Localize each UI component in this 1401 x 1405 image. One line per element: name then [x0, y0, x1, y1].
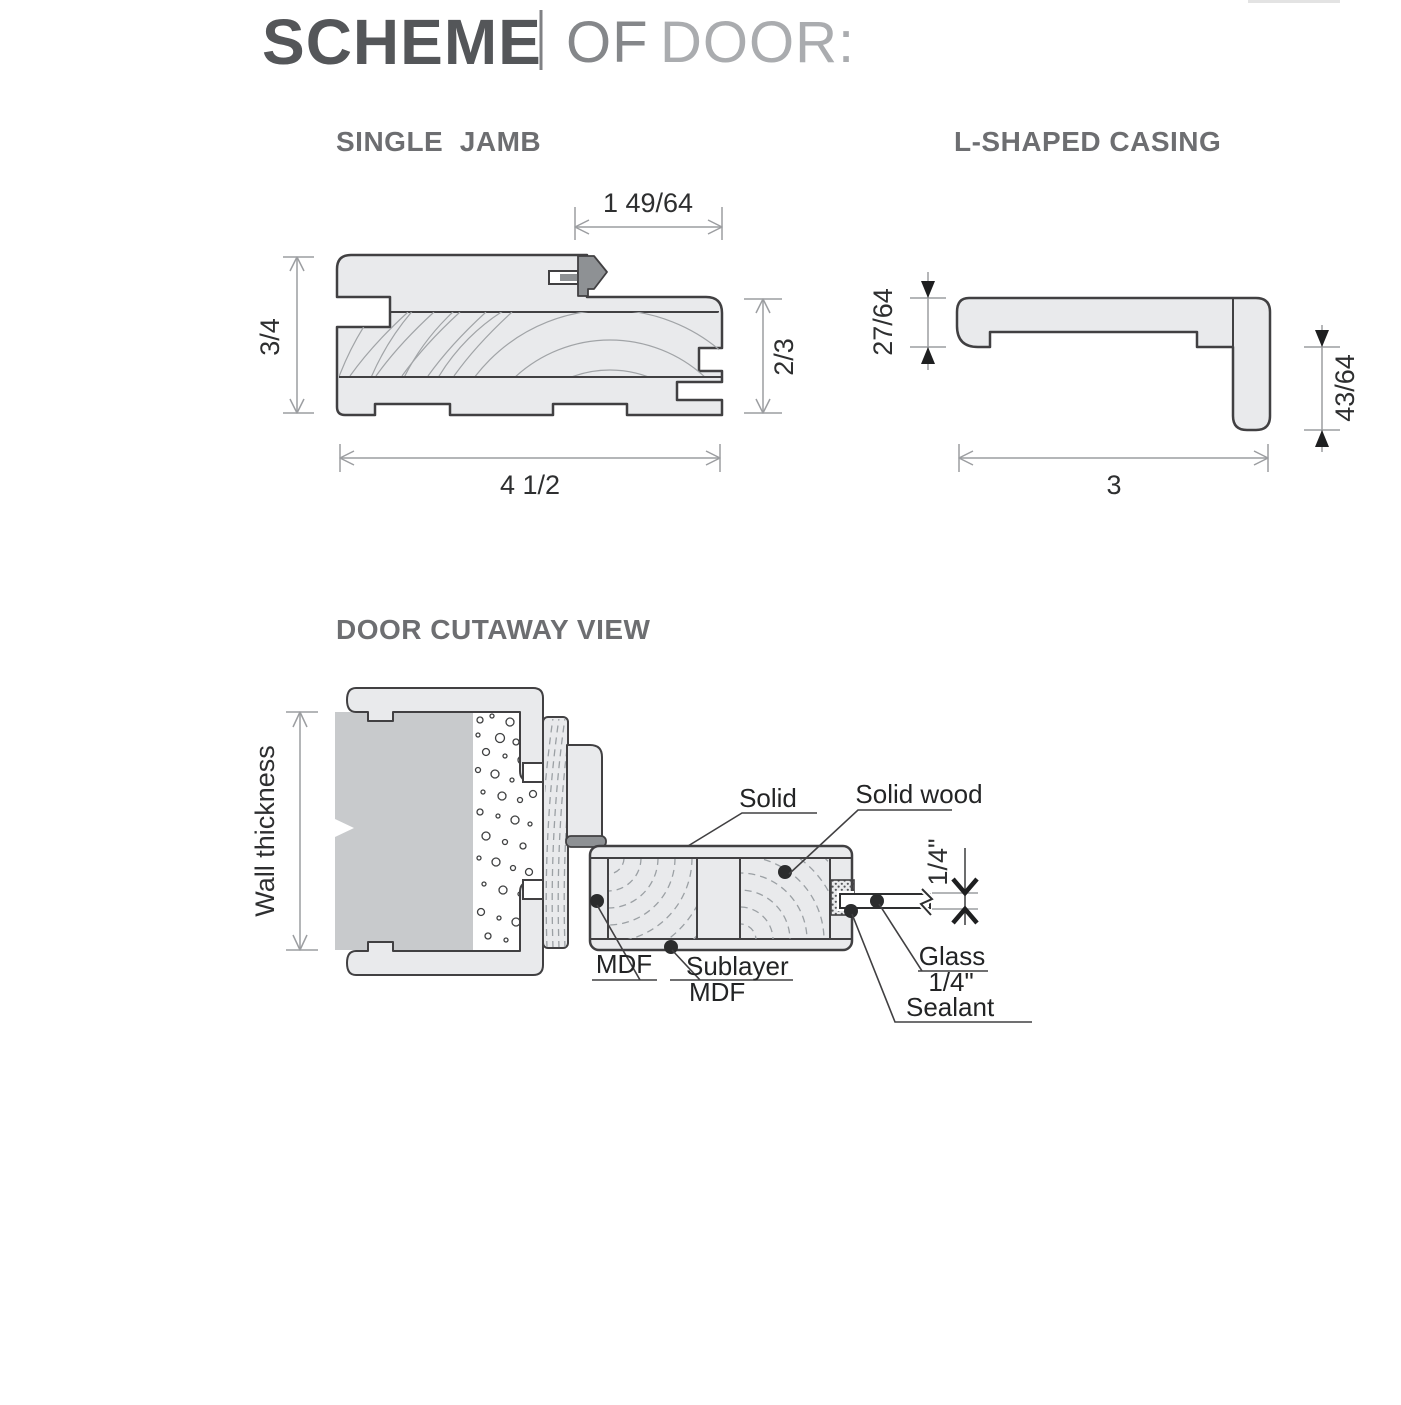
page-title: SCHEME: [262, 6, 542, 78]
l-casing-title: L-SHAPED CASING: [954, 126, 1222, 157]
dim-jamb-right-label: 2/3: [769, 338, 799, 376]
weatherstrip-tab: [560, 274, 578, 281]
glass-label-line1: Glass: [918, 941, 986, 971]
sublayer-label-line1: Sublayer: [686, 951, 789, 981]
cutaway-jamb-board: [543, 717, 568, 948]
main-title: [262, 6, 855, 78]
dim-jamb-top: [575, 188, 722, 240]
dim-casing-left-label: 27/64: [868, 288, 898, 356]
sealant-dot: [844, 904, 858, 918]
dim-jamb-bottom: [340, 444, 720, 500]
page-title-sub-door: DOOR:: [660, 10, 856, 75]
solid-wood-dot: [778, 865, 792, 879]
dim-jamb-bottom-label: 4 1/2: [499, 470, 561, 500]
glass-label-line2: 1/4": [928, 967, 974, 997]
weatherstrip-seal: [578, 256, 607, 296]
l-casing-section: [868, 126, 1360, 500]
dim-jamb-top-label: 1 49/64: [602, 188, 694, 218]
door-stop: [567, 745, 602, 838]
wall-block: [335, 712, 473, 950]
cutaway-section: [250, 614, 1032, 1058]
solid-wood-label: Solid wood: [855, 779, 983, 809]
dim-casing-right: [1304, 325, 1360, 452]
l-casing-profile: [957, 298, 1270, 430]
rebate-notch-top: [523, 763, 543, 782]
page-title-sub-of: OF: [566, 10, 649, 75]
dim-glass-label: 1/4": [923, 838, 953, 886]
sublayer-dot: [664, 940, 678, 954]
dim-wall-thickness: [250, 712, 318, 950]
dim-casing-right-label: 43/64: [1330, 354, 1360, 422]
cutaway-title: DOOR CUTAWAY VIEW: [336, 614, 651, 645]
dim-jamb-right: [744, 299, 799, 413]
sublayer-label-line2: MDF: [689, 977, 746, 1007]
label-sublayer-mdf: [670, 950, 793, 1007]
glass-dot: [870, 894, 884, 908]
dim-jamb-left-label: 3/4: [255, 318, 285, 356]
single-jamb-section: [255, 126, 900, 770]
mdf-label: MDF: [595, 949, 653, 979]
dim-casing-bottom-label: 3: [1106, 470, 1122, 500]
wall-thickness-label: Wall thickness: [250, 745, 280, 917]
sealant-label: Sealant: [906, 992, 995, 1022]
cropped-logo-artifact: [1248, 0, 1340, 3]
label-solid: [688, 783, 817, 846]
dim-casing-left: [868, 272, 946, 370]
dim-casing-bottom: [959, 444, 1268, 500]
dim-jamb-left: [255, 257, 314, 413]
single-jamb-title: SINGLE JAMB: [336, 126, 542, 157]
rebate-notch-bottom: [523, 880, 543, 899]
solid-label: Solid: [739, 783, 797, 813]
